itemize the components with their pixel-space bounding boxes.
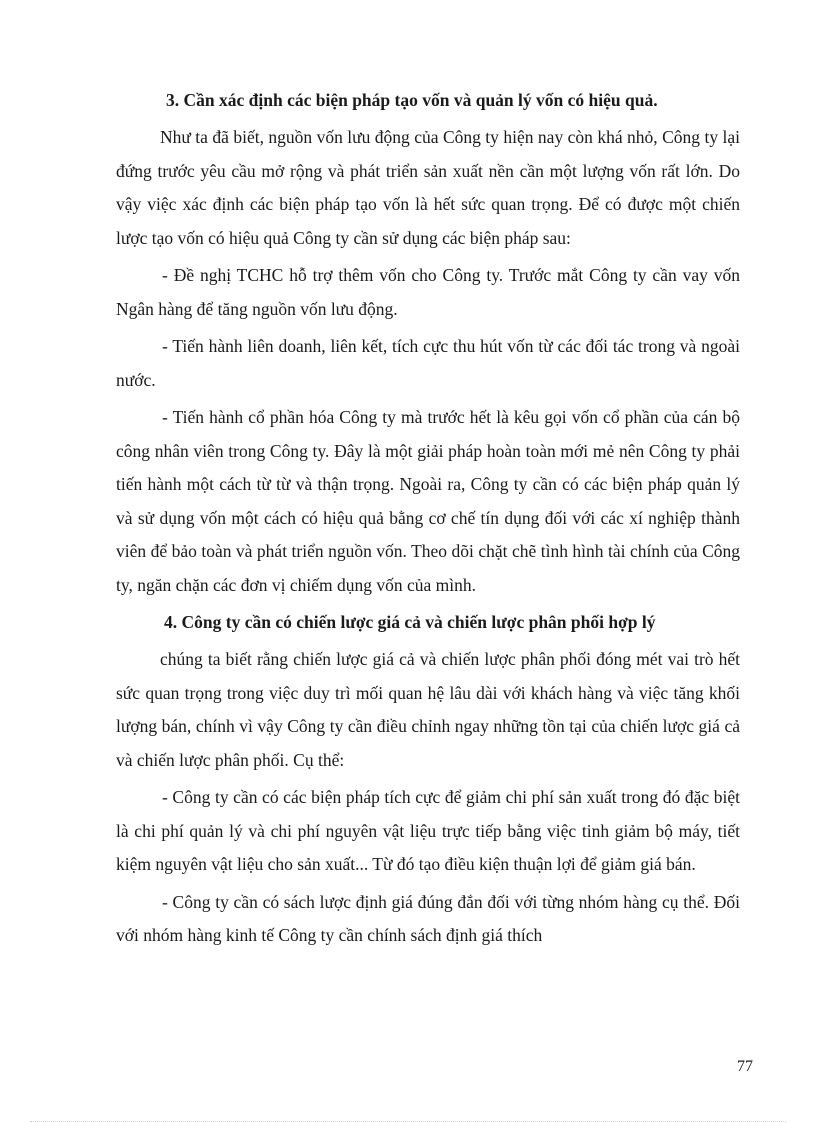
section-4-paragraph: chúng ta biết rằng chiến lược giá cả và chiến lược phân phối đóng mét vai trò hết sức quan trọng trong việc duy trì mối quan hệ lâu dài với khách hàng và việc tăng khối lượng bán, chính vì vậy Công ty cần điều chỉnh ngay những tồn tại của chiến lược giá cả và chiến lược phân phối. Cụ thể: <box>116 649 740 770</box>
section-3-paragraph: Như ta đã biết, nguồn vốn lưu động của Công ty hiện nay còn khá nhỏ, Công ty lại đứng trước yêu cầu mở rộng và phát triển sản xuất nền cần một lượng vốn rất lớn. Do vậy việc xác định các biện pháp tạo vốn là hết sức quan trọng. Để có được một chiến lược tạo vốn có hiệu quả Công ty cần sử dụng các biện pháp sau: <box>116 127 740 248</box>
section-4-bullet-1: - Công ty cần có các biện pháp tích cực để giảm chi phí sản xuất trong đó đặc biệt là chi phí quản lý và chi phí nguyên vật liệu trực tiếp bằng việc tinh giảm bộ máy, tiết kiệm nguyên vật liệu cho sản xuất... Từ đó tạo điều kiện thuận lợi để giảm giá bán. <box>116 787 740 874</box>
section-4-bullet-2: - Công ty cần có sách lược định giá đúng đắn đối với từng nhóm hàng cụ thể. Đối với nhóm hàng kinh tế Công ty cần chính sách định giá thích <box>116 891 740 945</box>
section-3-heading: 3. Cần xác định các biện pháp tạo vốn và quản lý vốn có hiệu quả. <box>166 90 658 110</box>
section-3-bullet-2: - Tiến hành liên doanh, liên kết, tích cực thu hút vốn từ các đối tác trong và ngoài nước. <box>116 336 740 390</box>
section-4-heading: 4. Công ty cần có chiến lược giá cả và chiến lược phân phối hợp lý <box>164 612 656 632</box>
page-content <box>116 84 740 957</box>
page-bottom-divider <box>30 1121 786 1122</box>
section-3-bullet-3: - Tiến hành cổ phần hóa Công ty mà trước hết là kêu gọi vốn cổ phần của cán bộ công nhân viên trong Công ty. Đây là một giải pháp hoàn toàn mới mẻ nên Công ty phải tiến hành một cách từ từ và thận trọng. Ngoài ra, Công ty cần có các biện pháp quản lý và sử dụng vốn một cách có hiệu quả bằng cơ chế tín dụng đối với các xí nghiệp thành viên để bảo toàn và phát triển nguồn vốn. Theo dõi chặt chẽ tình hình tài chính của Công ty, ngăn chặn các đơn vị chiếm dụng vốn của mình. <box>116 407 740 595</box>
section-3-bullet-1: - Đề nghị TCHC hỗ trợ thêm vốn cho Công ty. Trước mắt Công ty cần vay vốn Ngân hàng để tăng nguồn vốn lưu động. <box>116 265 740 319</box>
page-number: 77 <box>737 1058 753 1075</box>
